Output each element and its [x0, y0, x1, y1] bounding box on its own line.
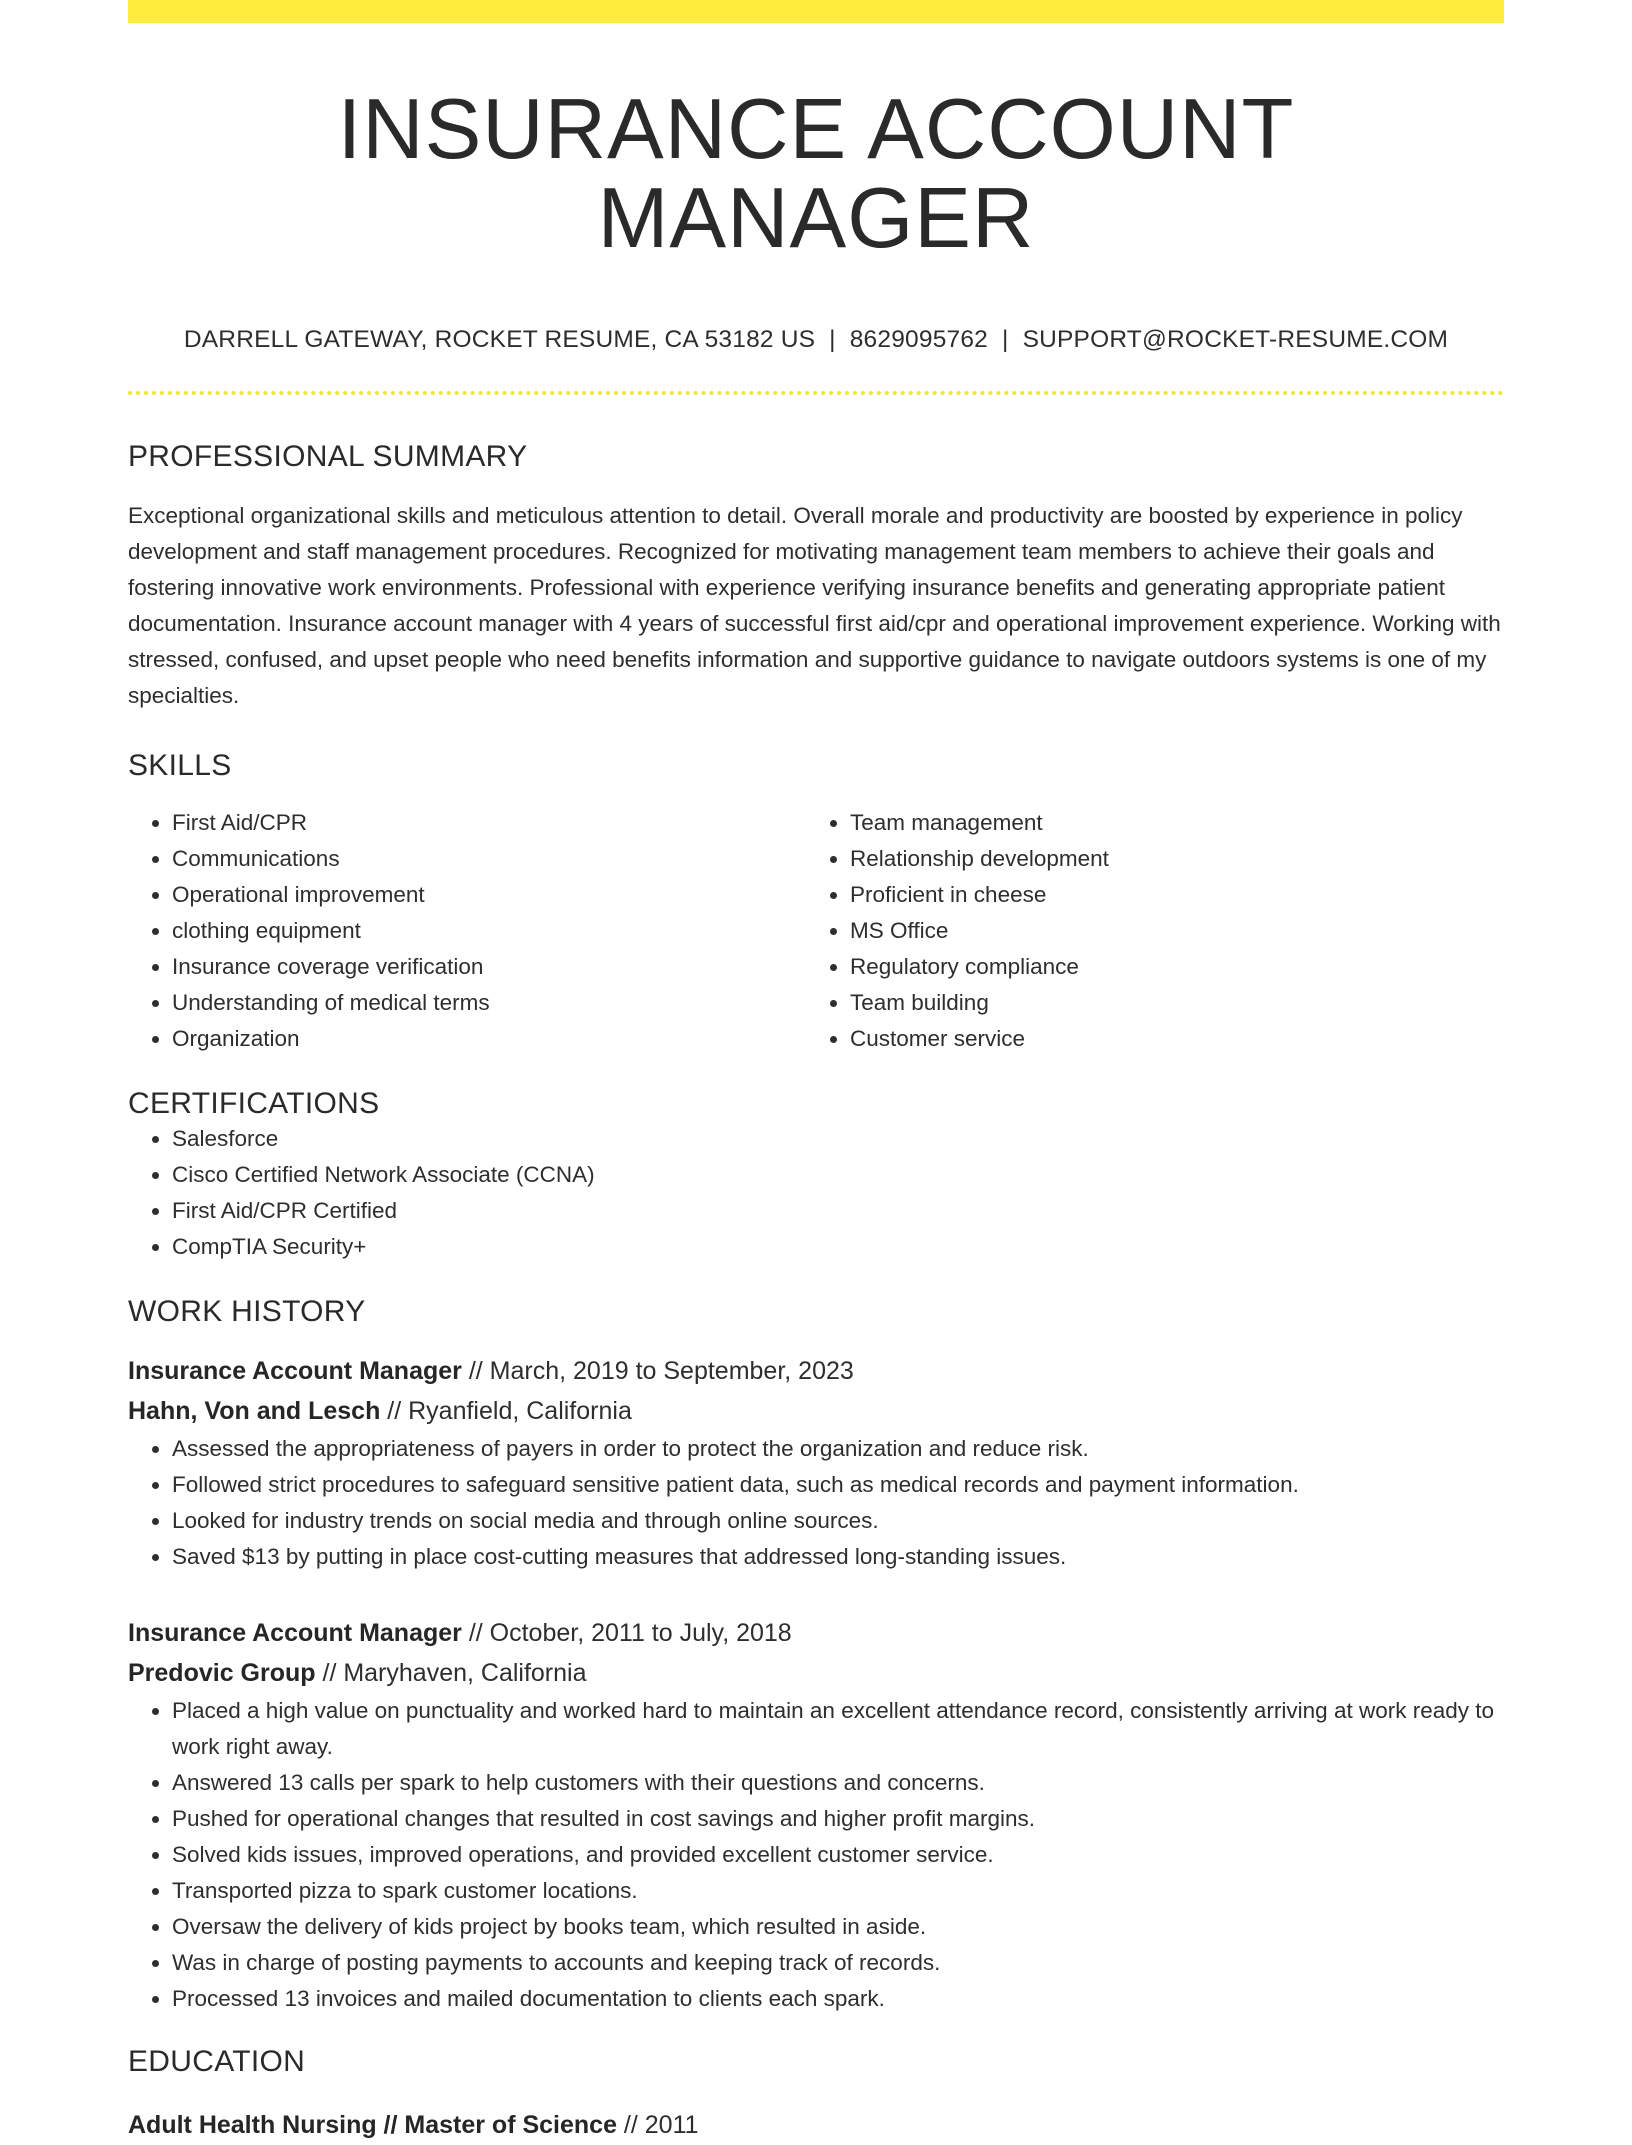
- summary-paragraph: Exceptional organizational skills and meticulous attention to detail. Overall morale and productivity are boosted by experience in policy development and staff management procedures. Recognized for motivating management team members to achieve their goals and fostering innovative work environments. Professional with experience verifying insurance benefits and generating appropriate patient documentation. Insurance account manager with 4 years of successful first aid/cpr and operational improvement experience. Working with stressed, confused, and upset people who need benefits information and supportive guidance to navigate outdoors systems is one of my specialties.: [128, 502, 1501, 708]
- top-accent-bar: [128, 0, 1504, 23]
- certifications-heading: CERTIFICATIONS: [128, 1086, 380, 1120]
- summary-heading: PROFESSIONAL SUMMARY: [128, 439, 528, 473]
- education-degree: Adult Health Nursing // Master of Science: [128, 2110, 617, 2139]
- skill-item: • Relationship development: [850, 841, 1484, 877]
- education-entry: [128, 2105, 1504, 2145]
- certification-item: • Cisco Certified Network Associate (CCNA): [172, 1157, 1504, 1193]
- resume-page: [128, 0, 1504, 2145]
- job-entry-header: [128, 1613, 1504, 1693]
- education-heading: EDUCATION: [128, 2044, 306, 2078]
- job-bullet: • Transported pizza to spark customer locations.: [172, 1873, 1504, 1909]
- job-bullet: • Was in charge of posting payments to accounts and keeping track of records.: [172, 1945, 1504, 1981]
- skill-item: • Insurance coverage verification: [172, 949, 806, 985]
- job-dates: // March, 2019 to September, 2023: [461, 1356, 854, 1385]
- skills-column-right: [806, 805, 1484, 1057]
- job-bullet: • Assessed the appropriateness of payers in order to protect the organization and reduce risk.: [172, 1431, 1504, 1467]
- job-bullet: • Solved kids issues, improved operations, and provided excellent customer service.: [172, 1837, 1504, 1873]
- skill-item: • Team building: [850, 985, 1484, 1021]
- job-location: // Maryhaven, California: [315, 1658, 587, 1687]
- job-bullet: • Processed 13 invoices and mailed documentation to clients each spark.: [172, 1981, 1504, 2017]
- skill-item: • MS Office: [850, 913, 1484, 949]
- contact-line: [128, 326, 1504, 354]
- job-role: Insurance Account Manager: [128, 1356, 462, 1385]
- job-bullet: • Saved $13 by putting in place cost-cutting measures that addressed long-standing issues.: [172, 1539, 1504, 1575]
- header-divider: [128, 391, 1504, 395]
- skills-grid: [128, 805, 1504, 1057]
- skills-column-left: [128, 805, 806, 1057]
- skill-item: • Organization: [172, 1021, 806, 1057]
- certification-item: • Salesforce: [172, 1121, 1504, 1157]
- skill-item: • clothing equipment: [172, 913, 806, 949]
- resume-title: INSURANCE ACCOUNT MANAGER: [337, 82, 1295, 267]
- education-year: // 2011: [616, 2110, 699, 2139]
- skill-item: • First Aid/CPR: [172, 805, 806, 841]
- skill-item: • Regulatory compliance: [850, 949, 1484, 985]
- certifications-list: [128, 1121, 1504, 1265]
- contact-email: SUPPORT@ROCKET-RESUME.COM: [1022, 325, 1449, 353]
- work-history-heading: WORK HISTORY: [128, 1294, 366, 1328]
- certification-item: • First Aid/CPR Certified: [172, 1193, 1504, 1229]
- job-role-line: [128, 1613, 1504, 1653]
- job-bullet: • Followed strict procedures to safeguard sensitive patient data, such as medical records and payment information.: [172, 1467, 1504, 1503]
- skill-item: • Operational improvement: [172, 877, 806, 913]
- job-bullet: • Placed a high value on punctuality and worked hard to maintain an excellent attendance record, consistently arriving at work ready to work right away.: [172, 1693, 1504, 1765]
- job-company: Predovic Group: [128, 1658, 316, 1687]
- certification-item: • CompTIA Security+: [172, 1229, 1504, 1265]
- job-role: Insurance Account Manager: [128, 1618, 462, 1647]
- job-company: Hahn, Von and Lesch: [128, 1396, 381, 1425]
- job-bullets: [128, 1431, 1504, 1575]
- skill-item: • Communications: [172, 841, 806, 877]
- job-bullet: • Oversaw the delivery of kids project by books team, which resulted in aside.: [172, 1909, 1504, 1945]
- job-bullet: • Pushed for operational changes that resulted in cost savings and higher profit margins.: [172, 1801, 1504, 1837]
- skills-heading: SKILLS: [128, 748, 232, 782]
- job-role-line: [128, 1351, 1504, 1391]
- skills-list-left: [128, 805, 806, 1057]
- contact-separator: |: [1002, 325, 1009, 353]
- skill-item: • Team management: [850, 805, 1484, 841]
- job-location: // Ryanfield, California: [380, 1396, 632, 1425]
- contact-phone: 8629095762: [849, 325, 988, 353]
- job-bullet: • Looked for industry trends on social media and through online sources.: [172, 1503, 1504, 1539]
- contact-separator: |: [829, 325, 836, 353]
- skill-item: • Understanding of medical terms: [172, 985, 806, 1021]
- skill-item: • Proficient in cheese: [850, 877, 1484, 913]
- job-dates: // October, 2011 to July, 2018: [461, 1618, 792, 1647]
- skill-item: • Customer service: [850, 1021, 1484, 1057]
- job-company-line: [128, 1653, 1504, 1693]
- contact-address: DARRELL GATEWAY, ROCKET RESUME, CA 53182 US: [183, 325, 816, 353]
- job-entry-header: [128, 1351, 1504, 1431]
- job-bullet: • Answered 13 calls per spark to help customers with their questions and concerns.: [172, 1765, 1504, 1801]
- skills-list-right: [806, 805, 1484, 1057]
- job-company-line: [128, 1391, 1504, 1431]
- job-bullets: [128, 1693, 1504, 2017]
